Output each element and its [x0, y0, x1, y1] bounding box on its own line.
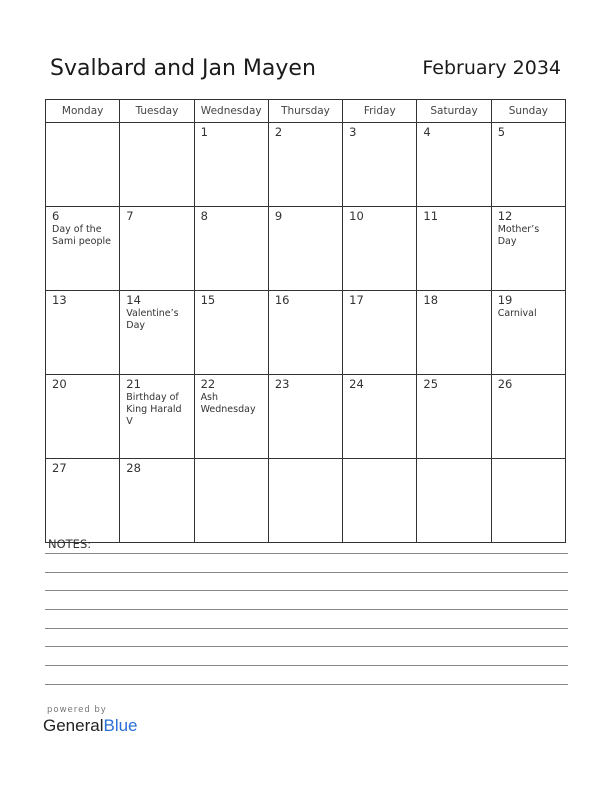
day-number: 22 — [200, 377, 216, 391]
day-number: 21 — [126, 377, 141, 391]
day-cell — [120, 291, 194, 375]
day-number: 5 — [497, 125, 506, 139]
holiday-label: Ash Wednesday — [200, 392, 256, 415]
day-number: 12 — [497, 209, 513, 223]
day-number: 1 — [200, 125, 208, 139]
day-cell — [417, 291, 491, 375]
weekday-header: Saturday — [417, 100, 491, 123]
powered-by-text: powered by — [47, 705, 107, 715]
note-line — [45, 646, 568, 647]
weekday-header: Sunday — [491, 100, 565, 123]
day-cell — [343, 207, 417, 291]
day-number: 16 — [274, 293, 290, 307]
note-line — [45, 665, 568, 666]
day-number: 18 — [423, 293, 439, 307]
day-cell — [268, 123, 342, 207]
day-number: 8 — [200, 209, 208, 223]
day-number: 24 — [349, 377, 364, 391]
day-cell — [417, 123, 491, 207]
notes-label: NOTES: — [48, 537, 92, 551]
weekday-header: Tuesday — [120, 100, 194, 123]
note-line — [45, 590, 568, 591]
week-row — [46, 459, 566, 543]
day-cell — [120, 375, 194, 459]
day-cell — [46, 207, 120, 291]
holiday-label: Carnival — [497, 308, 537, 319]
day-cell — [194, 375, 268, 459]
day-number: 20 — [52, 377, 67, 391]
day-cell — [343, 123, 417, 207]
day-cell — [491, 375, 565, 459]
day-cell — [268, 207, 342, 291]
week-row — [46, 375, 566, 459]
day-number: 9 — [274, 209, 283, 223]
day-number: 11 — [423, 209, 439, 223]
day-cell — [46, 459, 120, 543]
week-row — [46, 291, 566, 375]
day-number: 15 — [200, 293, 216, 307]
day-number: 14 — [126, 293, 141, 307]
day-number: 2 — [274, 125, 283, 139]
day-cell — [268, 375, 342, 459]
day-cell — [46, 375, 120, 459]
calendar-body — [46, 123, 566, 543]
day-cell — [120, 459, 194, 543]
calendar-title: Svalbard and Jan Mayen — [50, 56, 316, 81]
day-cell — [268, 459, 342, 543]
calendar-month: February 2034 — [422, 57, 561, 79]
day-number: 25 — [423, 377, 439, 391]
holiday-label: Day of the Sami people — [52, 224, 111, 247]
day-cell — [343, 459, 417, 543]
day-number: 6 — [52, 209, 60, 223]
note-line — [45, 609, 568, 610]
day-cell — [417, 375, 491, 459]
day-number: 3 — [349, 125, 357, 139]
brand-general-text: General — [43, 716, 104, 735]
day-number: 19 — [497, 293, 513, 307]
day-cell — [491, 123, 565, 207]
day-cell — [343, 291, 417, 375]
brand-logo — [43, 716, 138, 736]
day-number: 17 — [349, 293, 364, 307]
day-cell — [491, 459, 565, 543]
holiday-label: Birthday of King Harald V — [126, 392, 182, 427]
day-cell — [120, 207, 194, 291]
weekday-header: Monday — [46, 100, 120, 123]
weekday-header: Thursday — [268, 100, 342, 123]
day-cell — [268, 291, 342, 375]
day-cell — [491, 207, 565, 291]
day-cell — [194, 291, 268, 375]
day-cell — [194, 459, 268, 543]
day-cell — [46, 291, 120, 375]
day-number: 10 — [349, 209, 364, 223]
day-number: 28 — [126, 461, 141, 475]
day-cell — [343, 375, 417, 459]
holiday-label: Valentine’s Day — [126, 308, 179, 331]
day-cell — [417, 207, 491, 291]
calendar-grid — [45, 99, 566, 543]
note-line — [45, 553, 568, 554]
day-number: 27 — [52, 461, 67, 475]
weekday-header: Friday — [343, 100, 417, 123]
note-line — [45, 628, 568, 629]
weekday-header-row — [46, 100, 566, 123]
day-cell — [194, 123, 268, 207]
day-cell — [194, 207, 268, 291]
week-row — [46, 207, 566, 291]
day-cell — [120, 123, 194, 207]
brand-blue-text: Blue — [103, 716, 138, 735]
holiday-label: Mother’s Day — [497, 224, 540, 247]
day-number: 4 — [423, 125, 431, 139]
day-number: 7 — [126, 209, 134, 223]
day-cell — [46, 123, 120, 207]
day-number: 13 — [52, 293, 67, 307]
day-cell — [491, 291, 565, 375]
note-line — [45, 572, 568, 573]
weekday-header: Wednesday — [194, 100, 268, 123]
day-number: 26 — [497, 377, 513, 391]
note-line — [45, 684, 568, 685]
week-row — [46, 123, 566, 207]
day-number: 23 — [274, 377, 290, 391]
day-cell — [417, 459, 491, 543]
